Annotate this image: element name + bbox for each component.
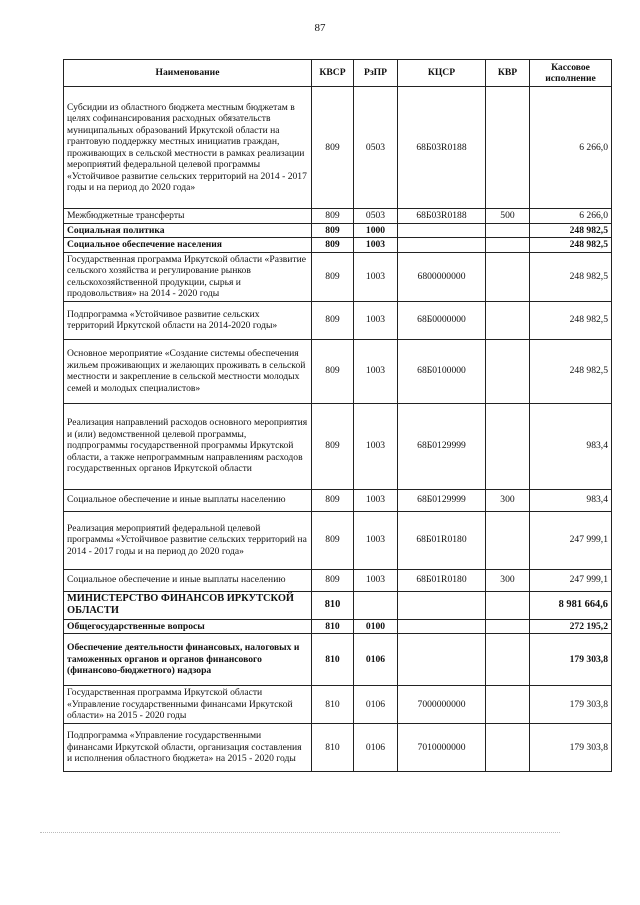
table-row (64, 87, 612, 209)
cell-rzpr: 1003 (354, 403, 398, 489)
cell-sum: 179 303,8 (530, 686, 612, 724)
cell-rzpr: 1003 (354, 339, 398, 403)
cell-kcsr: 68Б0129999 (398, 403, 486, 489)
cell-kcsr: 68Б03R0188 (398, 87, 486, 209)
scan-artifact-line (40, 832, 560, 835)
header-kvsr: КВСР (312, 60, 354, 87)
cell-sum: 248 982,5 (530, 301, 612, 339)
cell-sum: 983,4 (530, 489, 612, 511)
cell-kvsr: 809 (312, 569, 354, 591)
cell-kcsr: 6800000000 (398, 252, 486, 301)
cell-rzpr: 0503 (354, 87, 398, 209)
cell-rzpr: 1003 (354, 252, 398, 301)
cell-kvsr: 809 (312, 252, 354, 301)
cell-kvr (486, 634, 530, 686)
cell-kvr (486, 238, 530, 253)
cell-kvr (486, 724, 530, 772)
cell-kcsr: 68Б03R0188 (398, 209, 486, 224)
table-row (64, 209, 612, 224)
header-kcsr: КЦСР (398, 60, 486, 87)
cell-rzpr: 1003 (354, 238, 398, 253)
cell-rzpr: 1003 (354, 301, 398, 339)
cell-sum: 247 999,1 (530, 569, 612, 591)
table-row (64, 686, 612, 724)
cell-kcsr: 7010000000 (398, 724, 486, 772)
table-row (64, 403, 612, 489)
table-row (64, 511, 612, 569)
cell-rzpr: 0503 (354, 209, 398, 224)
cell-rzpr: 0106 (354, 724, 398, 772)
cell-kvsr: 809 (312, 209, 354, 224)
cell-kvr (486, 686, 530, 724)
cell-kvr (486, 301, 530, 339)
cell-kvr (486, 223, 530, 238)
cell-kcsr: 68Б01R0180 (398, 511, 486, 569)
table-row (64, 634, 612, 686)
cell-kvsr: 809 (312, 511, 354, 569)
cell-kvr (486, 87, 530, 209)
cell-rzpr: 1000 (354, 223, 398, 238)
cell-rzpr: 0100 (354, 619, 398, 634)
cell-kvr (486, 252, 530, 301)
table-header-row (64, 60, 612, 87)
cell-kvsr: 809 (312, 403, 354, 489)
cell-sum: 179 303,8 (530, 634, 612, 686)
header-name: Наименование (64, 60, 312, 87)
budget-table (63, 59, 612, 772)
cell-kvr: 300 (486, 569, 530, 591)
cell-rzpr: 1003 (354, 569, 398, 591)
cell-rzpr: 1003 (354, 489, 398, 511)
cell-sum: 248 982,5 (530, 252, 612, 301)
cell-kvr (486, 619, 530, 634)
cell-rzpr (354, 591, 398, 619)
cell-kcsr (398, 223, 486, 238)
cell-name: Общегосударственные вопросы (64, 619, 312, 634)
cell-kvr (486, 591, 530, 619)
table-row (64, 301, 612, 339)
table-row (64, 223, 612, 238)
cell-sum: 247 999,1 (530, 511, 612, 569)
cell-kcsr: 7000000000 (398, 686, 486, 724)
cell-name: Подпрограмма «Управление государственными финансами Иркутской области, организация составления и исполнения областного бюджета» на 2015 - 2020 годы (64, 724, 312, 772)
cell-kvr (486, 403, 530, 489)
cell-name: Реализация направлений расходов основного мероприятия и (или) ведомственной целевой программы, подпрограммы государственной программы Иркутской области, а также непрограммным направлениям расходов государственных органов Иркутской области (64, 403, 312, 489)
cell-name: Социальное обеспечение населения (64, 238, 312, 253)
cell-kvr (486, 339, 530, 403)
cell-kvr: 300 (486, 489, 530, 511)
cell-kcsr: 68Б0000000 (398, 301, 486, 339)
table-row (64, 252, 612, 301)
table-row (64, 569, 612, 591)
table-row (64, 489, 612, 511)
cell-kvsr: 809 (312, 301, 354, 339)
cell-sum: 248 982,5 (530, 339, 612, 403)
cell-sum: 6 266,0 (530, 87, 612, 209)
cell-kvsr: 809 (312, 238, 354, 253)
cell-rzpr: 0106 (354, 686, 398, 724)
header-sum: Кассовое исполнение (530, 60, 612, 87)
cell-name: Социальное обеспечение и иные выплаты населению (64, 489, 312, 511)
cell-name: Социальная политика (64, 223, 312, 238)
cell-kvr: 500 (486, 209, 530, 224)
cell-sum: 6 266,0 (530, 209, 612, 224)
cell-kcsr (398, 634, 486, 686)
cell-name: Основное мероприятие «Создание системы обеспечения жильем проживающих и желающих проживать в сельской местности и закрепление в сельской местности молодых семей и молодых специалистов» (64, 339, 312, 403)
header-rzpr: РзПР (354, 60, 398, 87)
cell-sum: 179 303,8 (530, 724, 612, 772)
cell-kvsr: 810 (312, 634, 354, 686)
cell-sum: 248 982,5 (530, 223, 612, 238)
cell-name: Государственная программа Иркутской области «Развитие сельского хозяйства и регулирование рынков сельскохозяйственной продукции, сырья и продовольствия» на 2014 - 2020 годы (64, 252, 312, 301)
cell-name: Социальное обеспечение и иные выплаты населению (64, 569, 312, 591)
cell-name: Обеспечение деятельности финансовых, налоговых и таможенных органов и органов финансового (финансово-бюджетного) надзора (64, 634, 312, 686)
cell-kvsr: 810 (312, 591, 354, 619)
cell-kcsr (398, 591, 486, 619)
cell-sum: 8 981 664,6 (530, 591, 612, 619)
cell-kvsr: 809 (312, 223, 354, 238)
cell-rzpr: 1003 (354, 511, 398, 569)
cell-name: Субсидии из областного бюджета местным бюджетам в целях софинансирования расходных обязательств муниципальных образований Иркутской области на грантовую поддержку местных инициатив граждан, проживающих в сельской местности в рамках реализации мероприятий федеральной целевой программы «Устойчивое развитие сельских территорий на 2014 - 2017 годы и на период до 2020 года» (64, 87, 312, 209)
cell-name: МИНИСТЕРСТВО ФИНАНСОВ ИРКУТСКОЙ ОБЛАСТИ (64, 591, 312, 619)
table-row (64, 591, 612, 619)
cell-kvsr: 809 (312, 489, 354, 511)
cell-name: Государственная программа Иркутской области «Управление государственными финансами Иркутской области» на 2015 - 2020 годы (64, 686, 312, 724)
cell-rzpr: 0106 (354, 634, 398, 686)
cell-sum: 983,4 (530, 403, 612, 489)
cell-kcsr (398, 238, 486, 253)
cell-kcsr (398, 619, 486, 634)
header-kvr: КВР (486, 60, 530, 87)
cell-kcsr: 68Б0100000 (398, 339, 486, 403)
cell-kvsr: 810 (312, 619, 354, 634)
cell-kvr (486, 511, 530, 569)
cell-kvsr: 810 (312, 724, 354, 772)
cell-sum: 248 982,5 (530, 238, 612, 253)
cell-kvsr: 810 (312, 686, 354, 724)
table-row (64, 339, 612, 403)
cell-name: Реализация мероприятий федеральной целевой программы «Устойчивое развитие сельских территорий на 2014 - 2017 годы и на период до 2020 года» (64, 511, 312, 569)
cell-kvsr: 809 (312, 339, 354, 403)
cell-name: Межбюджетные трансферты (64, 209, 312, 224)
table-row (64, 724, 612, 772)
cell-kcsr: 68Б01R0180 (398, 569, 486, 591)
cell-kvsr: 809 (312, 87, 354, 209)
cell-name: Подпрограмма «Устойчивое развитие сельских территорий Иркутской области на 2014-2020 годы» (64, 301, 312, 339)
table-row (64, 238, 612, 253)
page-number: 87 (314, 22, 326, 34)
cell-kcsr: 68Б0129999 (398, 489, 486, 511)
cell-sum: 272 195,2 (530, 619, 612, 634)
table-row (64, 619, 612, 634)
